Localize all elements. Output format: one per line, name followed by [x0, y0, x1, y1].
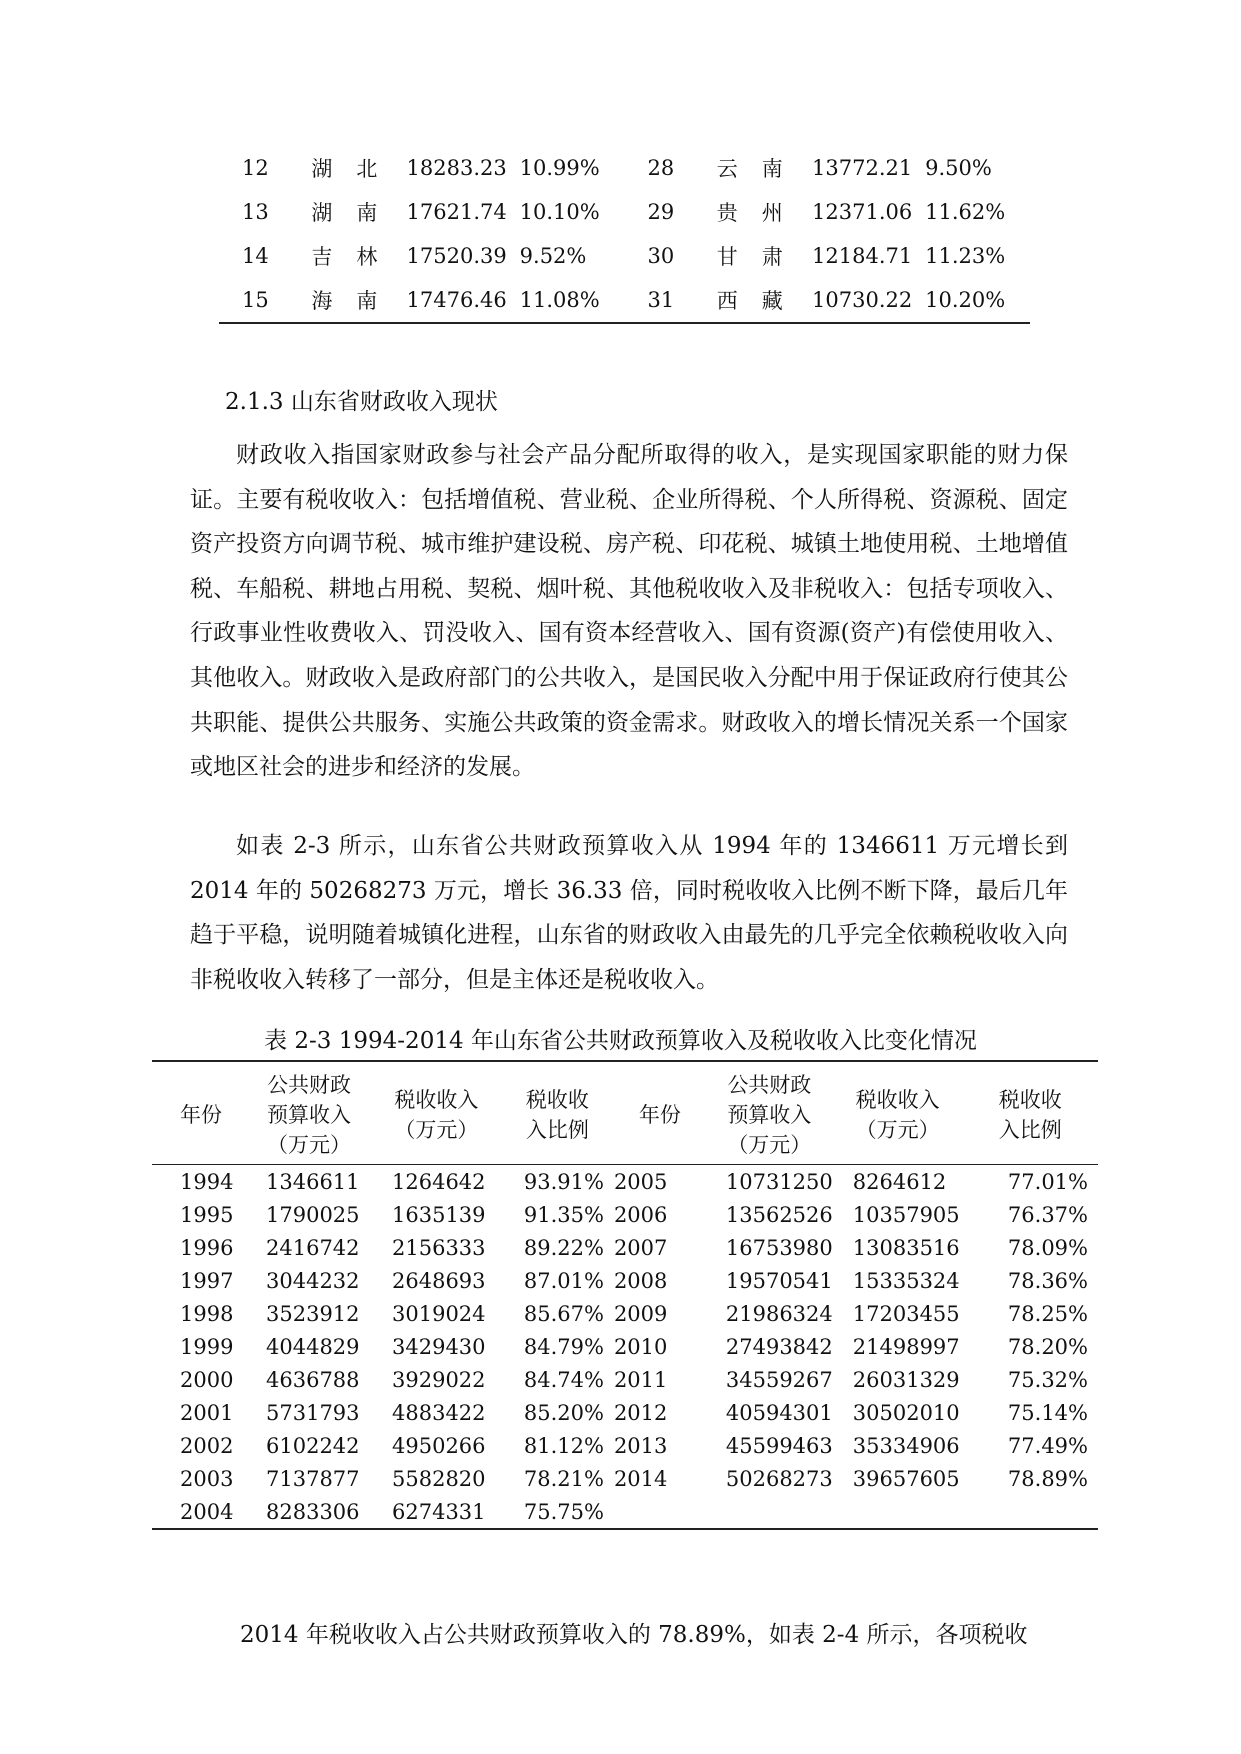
- tax-cell: 35334906: [852, 1433, 960, 1458]
- tax-cell: 15335324: [852, 1268, 960, 1293]
- value-cell: 12184.71: [812, 244, 913, 268]
- table-row: [152, 1462, 1098, 1495]
- year-cell: 1994: [180, 1169, 234, 1194]
- rank-cell: 28: [647, 156, 675, 180]
- rank-cell: 30: [647, 244, 675, 268]
- budget-cell: 8283306: [266, 1499, 360, 1524]
- year-cell: 2001: [180, 1400, 234, 1425]
- year-cell: 2011: [613, 1367, 668, 1392]
- year-cell: 2009: [613, 1301, 668, 1326]
- ratio-cell: 84.74%: [523, 1367, 604, 1392]
- tax-cell: 30502010: [852, 1400, 960, 1425]
- value-cell: 17520.39: [406, 244, 507, 268]
- header-budget-revenue: [246, 1061, 372, 1165]
- body-paragraph-1: [190, 433, 1068, 790]
- year-cell: 2005: [613, 1169, 668, 1194]
- header-text: 税收收入: [394, 1088, 479, 1112]
- percent-cell: 9.52%: [519, 244, 587, 268]
- value-cell: 13772.21: [812, 156, 913, 180]
- header-tax-revenue: [833, 1061, 963, 1165]
- tax-cell: 6274331: [392, 1499, 486, 1524]
- ratio-cell: [963, 1495, 1098, 1529]
- year-cell: 2014: [613, 1466, 668, 1491]
- tax-cell: 13083516: [852, 1235, 960, 1260]
- year-cell: 2008: [613, 1268, 668, 1293]
- header-text: （万元）: [267, 1133, 351, 1157]
- ratio-cell: 75.75%: [523, 1499, 604, 1524]
- header-tax-ratio: [963, 1061, 1098, 1165]
- year-cell: 1995: [180, 1202, 234, 1227]
- header-text: 税收收入: [855, 1088, 940, 1112]
- ratio-cell: 81.12%: [523, 1433, 604, 1458]
- value-cell: 17476.46: [407, 278, 520, 323]
- ratio-cell: 76.37%: [1007, 1202, 1088, 1227]
- tax-cell: 4950266: [392, 1433, 486, 1458]
- budget-cell: 45599463: [725, 1433, 833, 1458]
- tax-cell: 1264642: [392, 1169, 486, 1194]
- paragraph-text: 如表 2-3 所示，山东省公共财政预算收入从 1994 年的 1346611 万元增长到 2014 年的 50268273 万元，增长 36.33 倍，同时税收收入比例不断下降，最后几年趋于平稳，说明随着城镇化进程，山东省的财政收入由最先的几乎完全依赖税收收入向非税收收入转移了一部分，但是主体还是税收收入。: [190, 833, 1068, 993]
- table-row: [152, 1429, 1098, 1462]
- table-row: [152, 1231, 1098, 1264]
- table-caption: 表 2-3 1994-2014 年山东省公共财政预算收入及税收收入比变化情况: [264, 1028, 977, 1054]
- percent-cell: 10.10%: [519, 200, 600, 224]
- year-cell: 2007: [613, 1235, 668, 1260]
- percent-cell: 9.50%: [925, 156, 992, 180]
- percent-cell: 10.20%: [925, 278, 1030, 323]
- tax-cell: [833, 1495, 963, 1529]
- header-text: （万元）: [855, 1118, 940, 1142]
- budget-cell: 34559267: [725, 1367, 833, 1392]
- budget-cell: [706, 1495, 833, 1529]
- year-cell: 1997: [180, 1268, 234, 1293]
- ratio-cell: 78.09%: [1007, 1235, 1088, 1260]
- value-cell: 10730.22: [812, 278, 925, 323]
- tax-cell: 3019024: [392, 1301, 486, 1326]
- ratio-cell: 85.20%: [523, 1400, 604, 1425]
- header-text: 预算收入: [267, 1103, 351, 1127]
- budget-cell: 10731250: [725, 1169, 833, 1194]
- rank-cell: 29: [647, 200, 675, 224]
- year-cell: 2003: [180, 1466, 234, 1491]
- table-row: [219, 278, 1030, 323]
- table-row: [152, 1264, 1098, 1297]
- budget-cell: 4636788: [266, 1367, 360, 1392]
- header-text: （万元）: [394, 1118, 479, 1142]
- tax-cell: 1635139: [392, 1202, 486, 1227]
- year-cell: 1999: [180, 1334, 234, 1359]
- header-tax-ratio: [501, 1061, 614, 1165]
- header-year: 年份: [638, 1103, 681, 1127]
- header-tax-revenue: [372, 1061, 501, 1165]
- ratio-cell: 77.01%: [1007, 1169, 1088, 1194]
- ratio-cell: 77.49%: [1007, 1433, 1088, 1458]
- year-cell: 2004: [180, 1499, 234, 1524]
- ratio-cell: 89.22%: [523, 1235, 604, 1260]
- table-row: [152, 1198, 1098, 1231]
- table-header-row: [152, 1061, 1098, 1165]
- table-body: [152, 1165, 1098, 1530]
- percent-cell: 11.62%: [925, 200, 1006, 224]
- header-text: 入比例: [998, 1118, 1062, 1142]
- header-text: 税收收: [525, 1088, 589, 1112]
- year-cell: [614, 1495, 706, 1529]
- province-cell: 西藏: [717, 278, 812, 323]
- header-budget-revenue: [706, 1061, 833, 1165]
- value-cell: 18283.23: [406, 156, 507, 180]
- year-cell: 2010: [613, 1334, 668, 1359]
- table-row: [152, 1297, 1098, 1330]
- budget-cell: 2416742: [266, 1235, 360, 1260]
- tax-cell: 17203455: [852, 1301, 960, 1326]
- province-cell: 贵州: [716, 201, 807, 225]
- budget-cell: 4044829: [266, 1334, 360, 1359]
- year-cell: 2006: [613, 1202, 668, 1227]
- year-cell: 2013: [613, 1433, 668, 1458]
- ratio-cell: 78.25%: [1007, 1301, 1088, 1326]
- rank-cell: 13: [242, 200, 269, 224]
- table-row: [152, 1363, 1098, 1396]
- rank-cell: 14: [242, 244, 269, 268]
- percent-cell: 11.23%: [925, 244, 1006, 268]
- budget-cell: 3044232: [266, 1268, 360, 1293]
- budget-cell: 19570541: [725, 1268, 833, 1293]
- header-text: 预算收入: [727, 1103, 812, 1127]
- tax-cell: 3929022: [392, 1367, 486, 1392]
- tax-cell: 2648693: [392, 1268, 486, 1293]
- tax-cell: 39657605: [852, 1466, 960, 1491]
- tax-cell: 4883422: [392, 1400, 486, 1425]
- budget-cell: 3523912: [266, 1301, 360, 1326]
- percent-cell: 10.99%: [519, 156, 600, 180]
- tax-cell: 10357905: [852, 1202, 960, 1227]
- ratio-cell: 75.14%: [1007, 1400, 1088, 1425]
- table-row: [219, 234, 1030, 278]
- table-row: [219, 146, 1030, 190]
- year-cell: 2000: [180, 1367, 234, 1392]
- budget-cell: 5731793: [266, 1400, 360, 1425]
- header-text: 公共财政: [727, 1073, 812, 1097]
- table-row: [219, 190, 1030, 234]
- tax-cell: 26031329: [852, 1367, 960, 1392]
- ratio-cell: 78.21%: [523, 1466, 604, 1491]
- budget-cell: 50268273: [725, 1466, 833, 1491]
- tax-cell: 8264612: [852, 1169, 947, 1194]
- province-cell: 吉林: [311, 245, 402, 269]
- budget-cell: 13562526: [725, 1202, 833, 1227]
- tax-cell: 21498997: [852, 1334, 960, 1359]
- tax-cell: 2156333: [392, 1235, 486, 1260]
- province-cell: 湖北: [311, 157, 402, 181]
- ratio-cell: 78.20%: [1007, 1334, 1088, 1359]
- ratio-cell: 91.35%: [523, 1202, 604, 1227]
- ratio-cell: 78.36%: [1007, 1268, 1088, 1293]
- province-cell: 云南: [716, 157, 807, 181]
- revenue-table: [152, 1060, 1098, 1530]
- budget-cell: 27493842: [725, 1334, 833, 1359]
- budget-cell: 7137877: [266, 1466, 360, 1491]
- value-cell: 12371.06: [812, 200, 913, 224]
- budget-cell: 1790025: [266, 1202, 360, 1227]
- year-cell: 2012: [613, 1400, 668, 1425]
- budget-cell: 40594301: [725, 1400, 833, 1425]
- rank-cell: 12: [242, 156, 269, 180]
- closing-text: 2014 年税收收入占公共财政预算收入的 78.89%，如表 2-4 所示，各项税收: [240, 1622, 1028, 1648]
- budget-cell: 1346611: [266, 1169, 360, 1194]
- year-cell: 1996: [180, 1235, 234, 1260]
- tax-cell: 5582820: [392, 1466, 486, 1491]
- ratio-cell: 78.89%: [1007, 1466, 1088, 1491]
- header-text: 税收收: [998, 1088, 1062, 1112]
- ratio-cell: 93.91%: [523, 1169, 604, 1194]
- province-cell: 湖南: [311, 201, 402, 225]
- budget-cell: 6102242: [266, 1433, 360, 1458]
- tax-cell: 3429430: [392, 1334, 486, 1359]
- budget-cell: 21986324: [725, 1301, 833, 1326]
- paragraph-text: 财政收入指国家财政参与社会产品分配所取得的收入，是实现国家职能的财力保证。主要有税收收入：包括增值税、营业税、企业所得税、个人所得税、资源税、固定资产投资方向调节税、城市维护建设税、房产税、印花税、城镇土地使用税、土地增值税、车船税、耕地占用税、契税、烟叶税、其他税收收入及非税收入：包括专项收入、行政事业性收费收入、罚没收入、国有资本经营收入、国有资源(资产)有偿使用收入、其他收入。财政收入是政府部门的公共收入，是国民收入分配中用于保证政府行使其公共职能、提供公共服务、实施公共政策的资金需求。财政收入的增长情况关系一个国家或地区社会的进步和经济的发展。: [190, 442, 1068, 781]
- province-ranking-table: [219, 146, 1030, 324]
- header-text: 入比例: [525, 1118, 589, 1142]
- value-cell: 17621.74: [406, 200, 507, 224]
- ratio-cell: 87.01%: [523, 1268, 604, 1293]
- ratio-cell: 85.67%: [523, 1301, 604, 1326]
- year-cell: 2002: [180, 1433, 234, 1458]
- section-heading: 2.1.3 山东省财政收入现状: [225, 389, 498, 415]
- rank-cell: 15: [219, 278, 311, 323]
- budget-cell: 16753980: [725, 1235, 833, 1260]
- rank-cell: 31: [624, 278, 716, 323]
- body-paragraph-2: [190, 824, 1068, 1002]
- header-text: 公共财政: [267, 1073, 351, 1097]
- ratio-cell: 84.79%: [523, 1334, 604, 1359]
- table-row: [152, 1495, 1098, 1529]
- table-row: [152, 1396, 1098, 1429]
- header-text: （万元）: [727, 1133, 812, 1157]
- table-row: [152, 1330, 1098, 1363]
- ratio-cell: 75.32%: [1007, 1367, 1088, 1392]
- province-cell: 甘肃: [716, 245, 807, 269]
- table-row: [152, 1165, 1098, 1199]
- year-cell: 1998: [180, 1301, 234, 1326]
- province-cell: 海南: [311, 278, 406, 323]
- percent-cell: 11.08%: [520, 278, 625, 323]
- header-year: 年份: [180, 1103, 222, 1127]
